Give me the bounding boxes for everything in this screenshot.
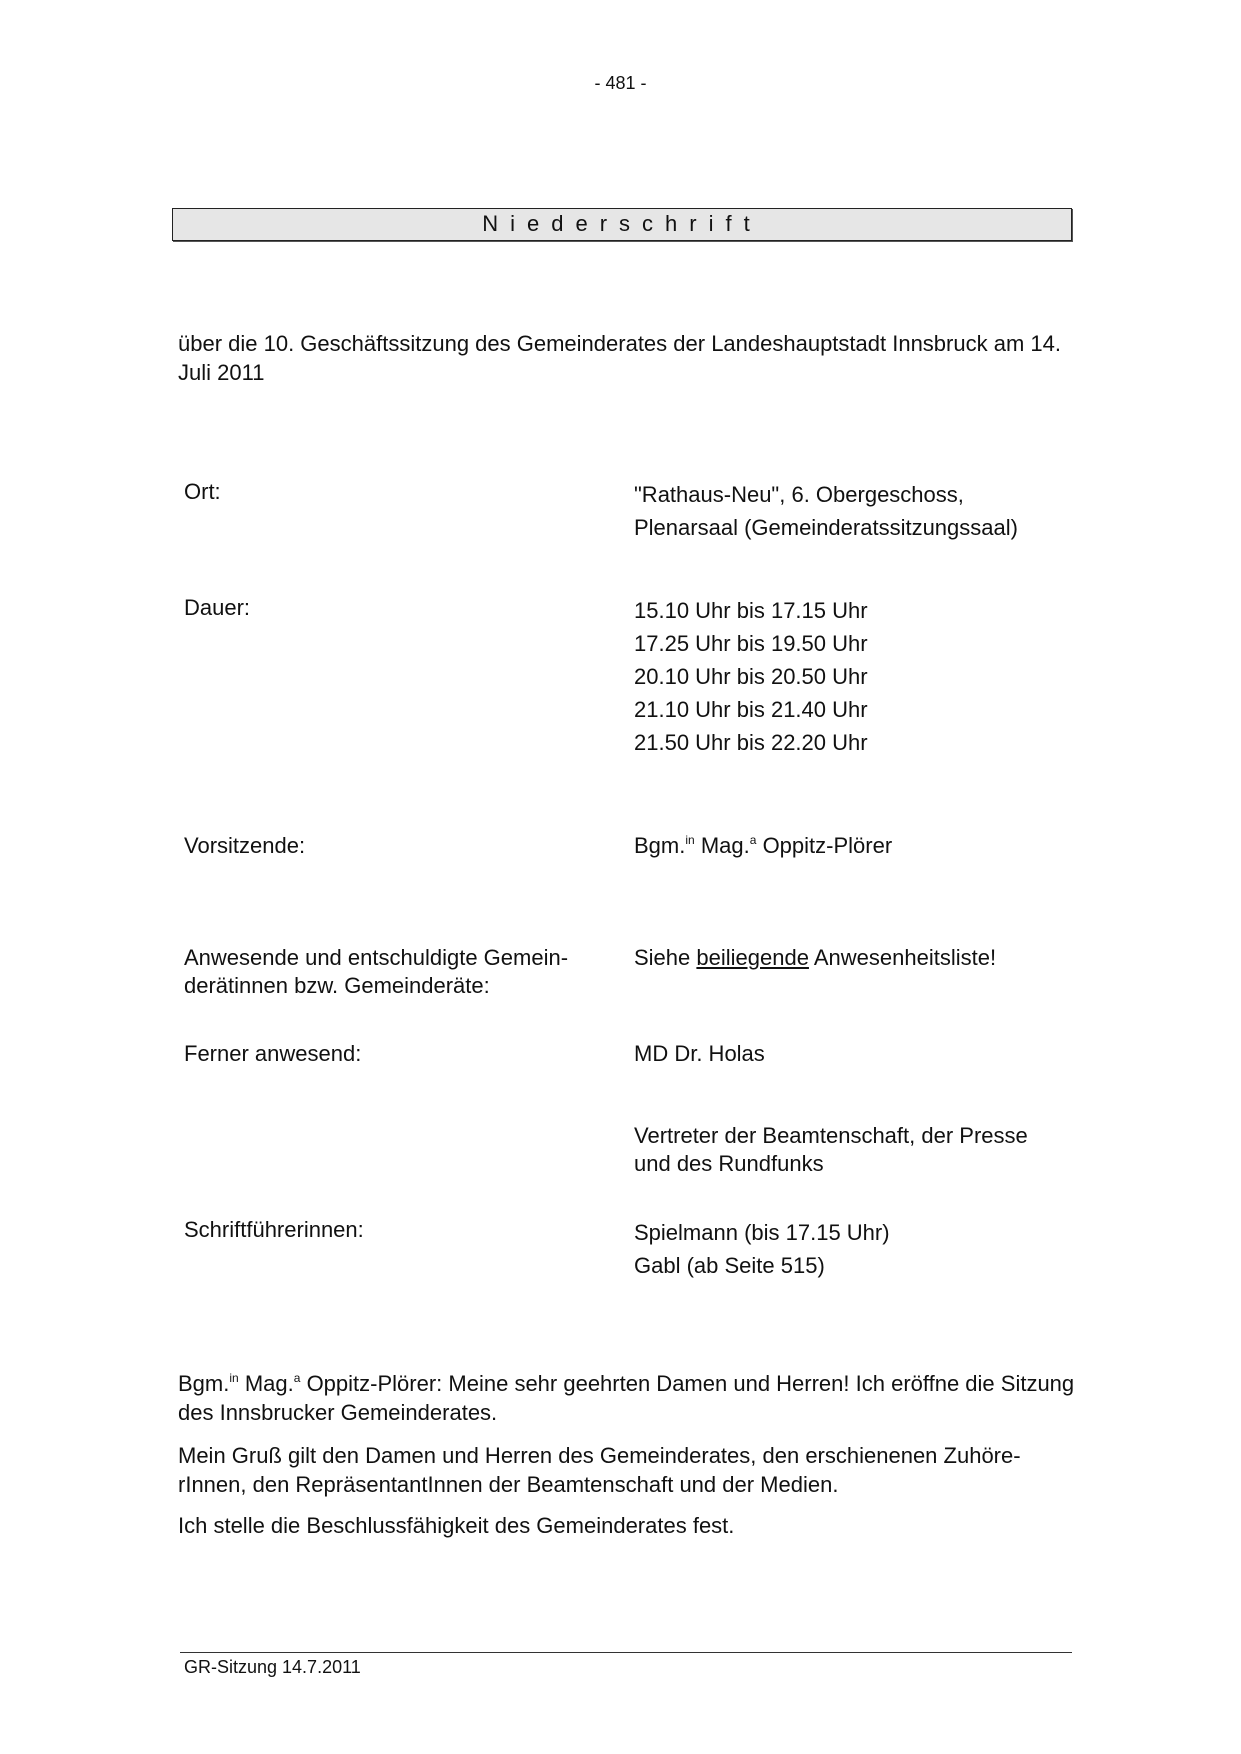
speaker-mag-sup: a bbox=[293, 1371, 301, 1385]
ort-value bbox=[634, 478, 1074, 544]
anwesende-value-pre: Siehe bbox=[634, 945, 691, 970]
dauer-line: 21.50 Uhr bis 22.20 Uhr bbox=[634, 730, 868, 755]
anwesende-label bbox=[184, 944, 624, 1000]
speech-paragraph-2: Mein Gruß gilt den Damen und Herren des Gemeinderates, den erschienenen Zuhöre-rInnen, den RepräsentantInnen der Beamtenschaft und der Medien. bbox=[178, 1443, 1021, 1497]
footer-divider bbox=[180, 1652, 1072, 1653]
schriftfuehrer-line: Spielmann (bis 17.15 Uhr) bbox=[634, 1220, 890, 1245]
page-number: - 481 - bbox=[594, 73, 647, 93]
speech-text: Meine sehr geehrten Damen und Herren! Ich eröffne die Sitzung des Innsbrucker Gemeinderates. bbox=[178, 1371, 1075, 1425]
vorsitzende-value bbox=[634, 832, 1074, 861]
ferner-extra bbox=[634, 1122, 1074, 1178]
dauer-line: 15.10 Uhr bis 17.15 Uhr bbox=[634, 598, 868, 623]
anwesende-label-line: Anwesende und entschuldigte Gemein- bbox=[184, 945, 569, 970]
intro-text: über die 10. Geschäftssitzung des Gemeinderates der Landeshauptstadt Innsbruck am 14. Juli 2011 bbox=[178, 331, 1061, 385]
dauer-line: 21.10 Uhr bis 21.40 Uhr bbox=[634, 697, 868, 722]
dauer-line: 20.10 Uhr bis 20.50 Uhr bbox=[634, 664, 868, 689]
title-bgm-sup: in bbox=[685, 833, 695, 847]
speaker-bgm-sup: in bbox=[229, 1371, 239, 1385]
title-mag: Mag. bbox=[700, 833, 750, 858]
ort-line: "Rathaus-Neu", 6. Obergeschoss, bbox=[634, 482, 964, 507]
speaker-name: Oppitz-Plörer: bbox=[306, 1371, 443, 1396]
anwesende-label-line: derätinnen bzw. Gemeinderäte: bbox=[184, 973, 490, 998]
dauer-label: Dauer: bbox=[184, 595, 251, 620]
ort-line: Plenarsaal (Gemeinderatssitzungssaal) bbox=[634, 515, 1018, 540]
ort-label: Ort: bbox=[184, 479, 221, 504]
dauer-line: 17.25 Uhr bis 19.50 Uhr bbox=[634, 631, 868, 656]
footer-text: GR-Sitzung 14.7.2011 bbox=[184, 1657, 361, 1677]
vorsitzende-label: Vorsitzende: bbox=[184, 833, 306, 858]
anwesende-value-post: Anwesenheitsliste! bbox=[813, 945, 997, 970]
speech-paragraph-3: Ich stelle die Beschlussfähigkeit des Gemeinderates fest. bbox=[178, 1513, 735, 1538]
ferner-label: Ferner anwesend: bbox=[184, 1041, 362, 1066]
title-mag-sup: a bbox=[749, 833, 757, 847]
document-title: Niederschrift bbox=[172, 208, 1072, 241]
ferner-value: MD Dr. Holas bbox=[634, 1041, 765, 1066]
beiliegende-link[interactable]: beiliegende bbox=[696, 945, 809, 970]
schriftfuehrer-label: Schriftführerinnen: bbox=[184, 1217, 364, 1242]
ferner-extra-line: und des Rundfunks bbox=[634, 1151, 824, 1176]
schriftfuehrer-value bbox=[634, 1216, 1074, 1282]
speaker-bgm: Bgm. bbox=[178, 1371, 230, 1396]
anwesende-value bbox=[634, 944, 1074, 973]
speech-paragraph-1 bbox=[178, 1370, 1078, 1427]
schriftfuehrer-line: Gabl (ab Seite 515) bbox=[634, 1253, 825, 1278]
title-bgm: Bgm. bbox=[634, 833, 686, 858]
vorsitzende-name: Oppitz-Plörer bbox=[762, 833, 893, 858]
dauer-value bbox=[634, 594, 1074, 759]
ferner-extra-line: Vertreter der Beamtenschaft, der Presse bbox=[634, 1123, 1028, 1148]
speaker-mag: Mag. bbox=[244, 1371, 294, 1396]
